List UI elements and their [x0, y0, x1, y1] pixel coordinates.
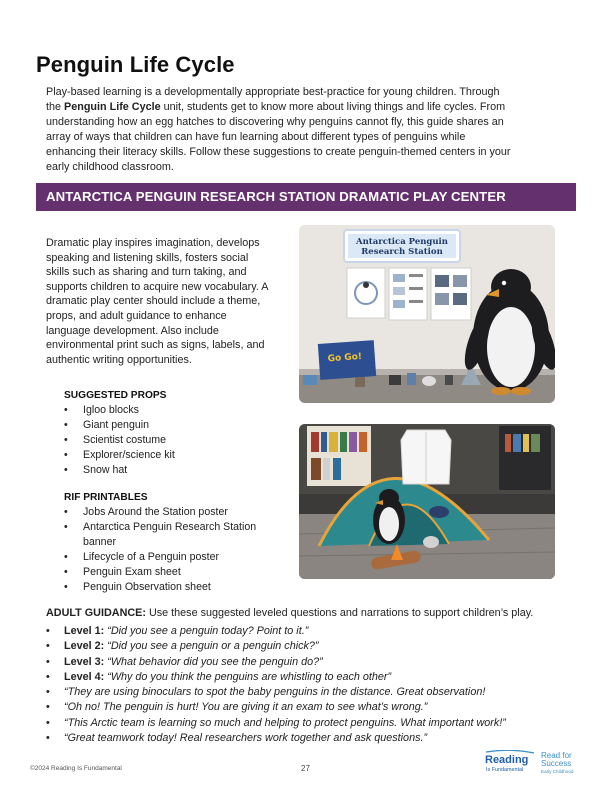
read-for-success-logo: [541, 750, 589, 781]
list-item: • Penguin Observation sheet: [64, 581, 211, 593]
list-item: • Scientist costume: [64, 434, 167, 446]
props-list: [64, 403, 264, 478]
narration: • “This Arctic team is learning so much and helping to protect penguins. What important work!”: [46, 716, 506, 729]
list-item: • Igloo blocks: [64, 404, 139, 416]
rfs-logo-line3: Early Childhood: [541, 769, 574, 774]
list-item: • Penguin Exam sheet: [64, 566, 181, 578]
rif-logo-icon: [484, 750, 536, 774]
list-item: • Explorer/science kit: [64, 449, 175, 461]
tent-play-photo: [299, 424, 555, 579]
adult-guidance-label: ADULT GUIDANCE:: [46, 607, 146, 619]
printables-list: [64, 505, 264, 595]
rif-logo-line1: Reading: [485, 754, 529, 766]
page-title: Penguin Life Cycle: [36, 52, 235, 77]
book-cover-title: Go Go!: [327, 351, 363, 365]
rfs-logo-line2: Success: [541, 759, 572, 768]
list-item: • Antarctica Penguin Research Station banner: [64, 521, 257, 548]
section-lead-paragraph: Dramatic play inspires imagination, develops speaking and listening skills, fosters social skills such as sharing and turn taking, and supports children to acquire new vocabulary. A dramatic play center should include a theme, props, and adult guidance to enhance language development. Also include environmental print such as signs, labels, and authentic writing opportunities.: [46, 237, 268, 366]
printables-heading: RIF PRINTABLES: [64, 492, 148, 503]
page-number: 27: [301, 764, 310, 773]
guidance-list: [46, 624, 576, 746]
intro-text-start: Play-based learning is a developmentally appropriate best-practice for young children. Through the: [46, 86, 500, 113]
list-item: • Lifecycle of a Penguin poster: [64, 551, 220, 563]
tent-illustration: [299, 424, 555, 579]
adult-guidance-intro: [46, 607, 586, 619]
narration: • “Great teamwork today! Real researchers work together and ask questions.”: [46, 732, 428, 745]
footer-copyright: ©2024 Reading Is Fundamental: [30, 765, 122, 772]
level-question: • Level 1: “Did you see a penguin today? Point to it.”: [46, 625, 309, 637]
list-item: • Giant penguin: [64, 419, 149, 431]
intro-paragraph: [46, 85, 516, 175]
adult-guidance-text: Use these suggested leveled questions and narrations to support children’s play.: [145, 607, 534, 619]
level-question: • Level 4: “Why do you think the penguins are whistling to each other”: [46, 670, 392, 683]
level-question: • Level 3: “What behavior did you see the penguin do?”: [46, 655, 323, 668]
intro-unit-name: Penguin Life Cycle: [64, 101, 161, 113]
sign-line2: Research Station: [361, 247, 443, 257]
rfs-logo-line1: Read for: [541, 751, 572, 760]
list-item: • Jobs Around the Station poster: [64, 506, 228, 518]
rfs-logo-icon: [541, 750, 589, 776]
research-station-photo: [299, 225, 555, 403]
research-station-illustration: [299, 225, 555, 403]
narration: • “Oh no! The penguin is hurt! You are giving it an exam to see what’s wrong.”: [46, 701, 428, 714]
reading-is-fundamental-logo: [484, 750, 536, 779]
props-heading: SUGGESTED PROPS: [64, 390, 167, 401]
list-item: • Snow hat: [64, 464, 128, 476]
intro-text-end: unit, students get to know more about living things and life cycles. From understanding how an egg hatches to discovering why penguins cannot fly, this guide shares an array of ways that children can have fun learning about different types of penguins while enhancing their literacy skills. Follow these suggestions to create penguin-themed centers in your early childhood classroom.: [46, 101, 511, 173]
sign-line1: Antarctica Penguin: [356, 237, 448, 247]
level-question: • Level 2: “Did you see a penguin or a penguin chick?”: [46, 640, 319, 653]
section-banner: ANTARCTICA PENGUIN RESEARCH STATION DRAMATIC PLAY CENTER: [36, 183, 576, 211]
narration: • “They are using binoculars to spot the baby penguins in the distance. Great observation!: [46, 686, 486, 699]
rif-logo-line2: Is Fundamental: [486, 767, 524, 773]
